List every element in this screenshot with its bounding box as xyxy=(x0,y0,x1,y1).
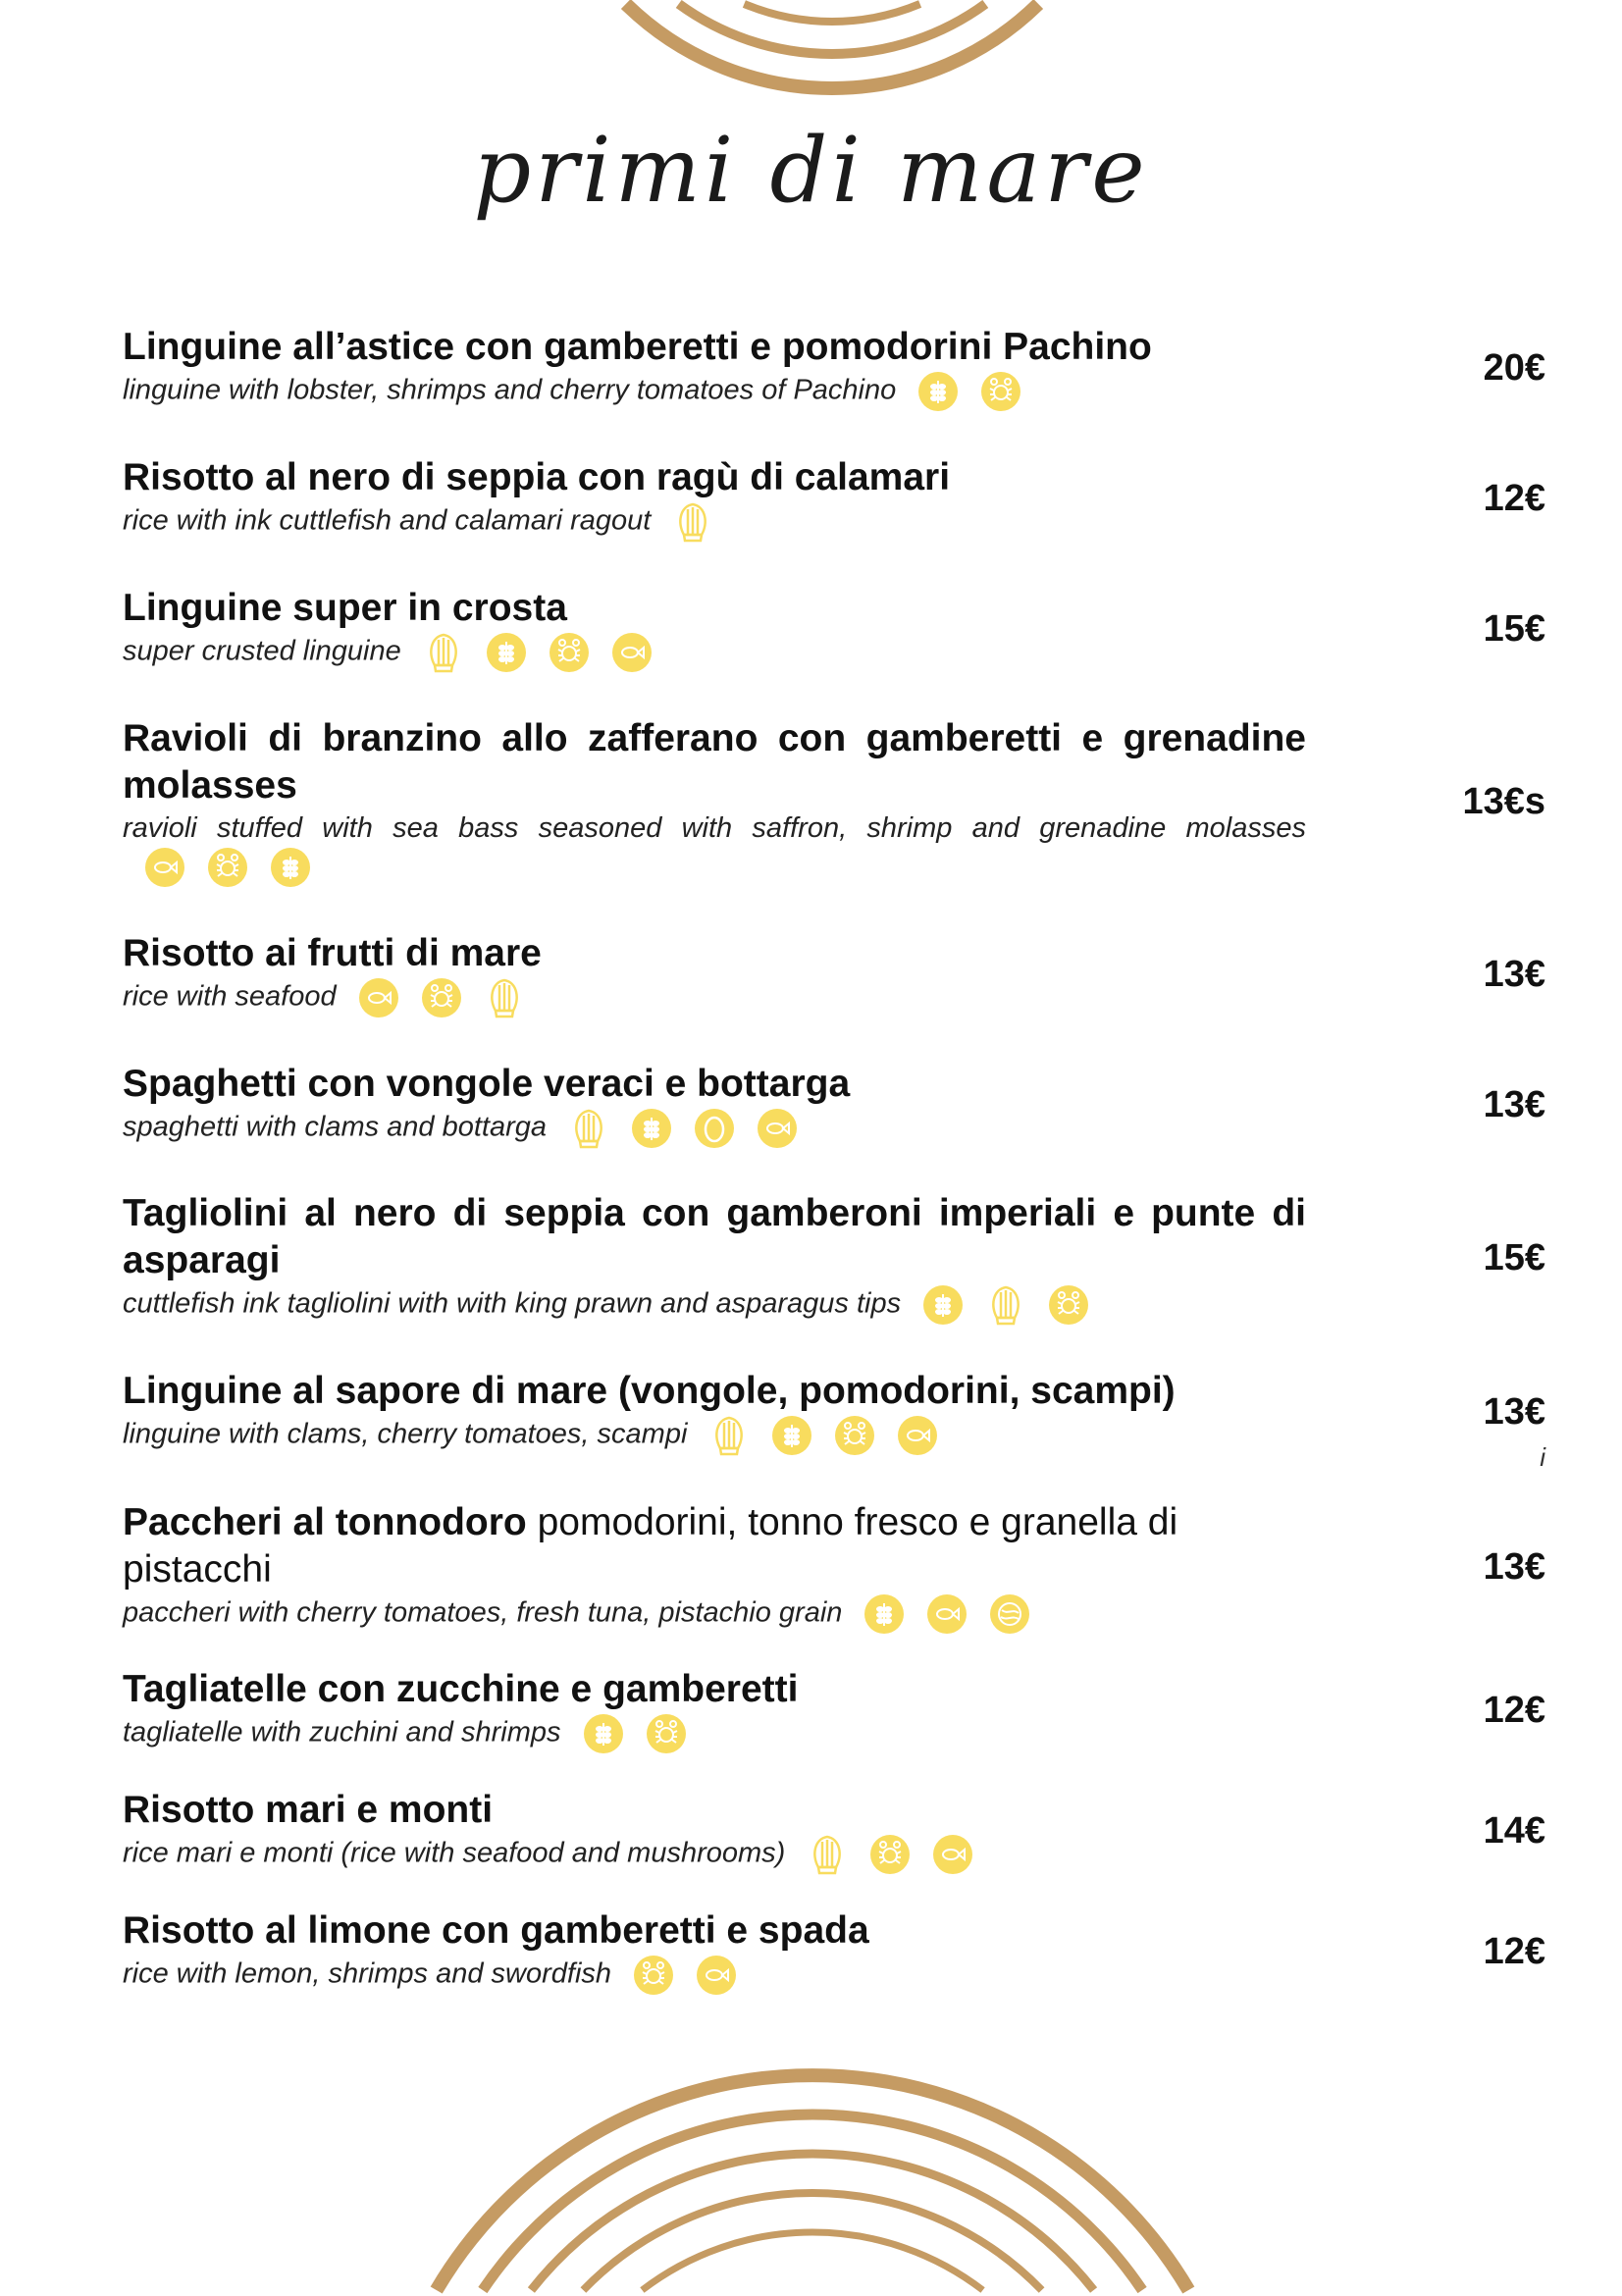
dish-price: 13€ xyxy=(1483,1083,1545,1125)
fish-icon xyxy=(926,1593,968,1635)
dish-title xyxy=(123,1368,1306,1415)
allergen-icons xyxy=(423,632,653,673)
dish-title xyxy=(123,1061,1306,1108)
dish-description-line xyxy=(123,1955,1306,1996)
menu-item xyxy=(123,715,1545,888)
dish-text xyxy=(123,1190,1306,1326)
dish-title xyxy=(123,1787,1306,1834)
allergen-icons xyxy=(144,847,311,888)
shell-icon xyxy=(807,1834,848,1875)
dish-description: super crusted linguine xyxy=(123,635,401,667)
dish-description-line xyxy=(123,1284,1306,1326)
dish-price: 15€ xyxy=(1483,607,1545,650)
menu-item xyxy=(123,1061,1545,1149)
fish-icon xyxy=(897,1415,938,1456)
dish-description-line xyxy=(123,632,1306,673)
dish-name-detail: pomodorini, tonno fresco e granella di pistacchi xyxy=(123,1501,1178,1591)
menu-item xyxy=(123,454,1545,543)
dish-text xyxy=(123,930,1306,1018)
dish-title xyxy=(123,454,1306,501)
crab-icon xyxy=(1048,1284,1089,1326)
shell-icon xyxy=(672,501,713,543)
dish-price: 12€ xyxy=(1483,1930,1545,1972)
menu-item xyxy=(123,585,1545,673)
fish-icon xyxy=(757,1108,798,1149)
dish-description-line xyxy=(123,501,1306,543)
dish-description: linguine with lobster, shrimps and cherry tomatoes of Pachino xyxy=(123,374,897,406)
crab-icon xyxy=(980,371,1021,412)
crab-icon xyxy=(834,1415,875,1456)
fish-icon xyxy=(696,1955,737,1996)
dish-title xyxy=(123,1190,1306,1284)
crab-icon xyxy=(633,1955,674,1996)
dish-description: rice with ink cuttlefish and calamari ragout xyxy=(123,504,652,537)
dish-name: Risotto ai frutti di mare xyxy=(123,932,542,974)
dish-title xyxy=(123,930,1306,977)
dish-description-line xyxy=(123,1834,1306,1875)
dish-description: linguine with clams, cherry tomatoes, scampi xyxy=(123,1418,688,1450)
dish-name: Spaghetti con vongole veraci e bottarga xyxy=(123,1063,851,1105)
shell-icon xyxy=(484,977,525,1018)
dish-price: 14€ xyxy=(1483,1809,1545,1852)
dish-description-line xyxy=(123,1108,1306,1149)
dish-text xyxy=(123,585,1306,673)
allergen-icons xyxy=(583,1713,687,1754)
menu-section-title: primi di mare xyxy=(473,118,1149,223)
dish-name: Linguine all’astice con gamberetti e pomodorini Pachino xyxy=(123,326,1152,368)
price-note: i xyxy=(1540,1442,1545,1472)
dish-name: Risotto al nero di seppia con ragù di calamari xyxy=(123,456,951,498)
allergen-icons xyxy=(917,371,1021,412)
dish-name: Linguine super in crosta xyxy=(123,587,567,629)
dish-price: 13€s xyxy=(1462,780,1545,822)
crab-icon xyxy=(421,977,462,1018)
dish-text xyxy=(123,1666,1306,1754)
dish-description: rice mari e monti (rice with seafood and mushrooms) xyxy=(123,1837,786,1869)
dish-title xyxy=(123,715,1306,809)
dish-name: Tagliolini al nero di seppia con gamberoni imperiali e punte di asparagi xyxy=(123,1192,1306,1281)
dish-text xyxy=(123,1499,1306,1635)
dish-title xyxy=(123,1907,1306,1955)
shell-icon xyxy=(708,1415,750,1456)
dish-text xyxy=(123,1907,1306,1996)
shell-icon xyxy=(985,1284,1026,1326)
wheat-icon xyxy=(917,371,959,412)
dish-name: Ravioli di branzino allo zafferano con gamberetti e grenadine molasses xyxy=(123,717,1306,807)
wheat-icon xyxy=(486,632,527,673)
dish-name: Tagliatelle con zucchine e gamberetti xyxy=(123,1668,799,1710)
menu-item xyxy=(123,1190,1545,1326)
dish-price: 12€ xyxy=(1483,477,1545,519)
dish-name: Risotto mari e monti xyxy=(123,1789,494,1831)
allergen-icons xyxy=(708,1415,938,1456)
dish-text xyxy=(123,715,1306,888)
shell-icon xyxy=(568,1108,609,1149)
dish-description: paccheri with cherry tomatoes, fresh tuna, pistachio grain xyxy=(123,1596,843,1629)
wheat-icon xyxy=(863,1593,905,1635)
dish-text xyxy=(123,1787,1306,1875)
dish-text xyxy=(123,1368,1306,1456)
dish-title xyxy=(123,1499,1306,1593)
dish-text xyxy=(123,324,1306,412)
dish-description-line xyxy=(123,1713,1306,1754)
menu-item xyxy=(123,1368,1545,1472)
dish-description-line xyxy=(123,371,1306,412)
dish-title xyxy=(123,1666,1306,1713)
wheat-icon xyxy=(631,1108,672,1149)
fish-icon xyxy=(611,632,653,673)
crab-icon xyxy=(646,1713,687,1754)
dish-price: 12€ xyxy=(1483,1689,1545,1731)
dish-price: 20€ xyxy=(1483,346,1545,389)
dish-name: Linguine al sapore di mare (vongole, pomodorini, scampi) xyxy=(123,1370,1176,1412)
wheat-icon xyxy=(270,847,311,888)
allergen-icons xyxy=(672,501,713,543)
dish-name: Paccheri al tonnodoro xyxy=(123,1501,527,1543)
nut-icon xyxy=(989,1593,1030,1635)
wheat-icon xyxy=(771,1415,812,1456)
bottom-arc xyxy=(642,2232,982,2290)
shell-icon xyxy=(423,632,464,673)
dish-price: 13€ xyxy=(1483,953,1545,995)
top-arc xyxy=(744,4,919,22)
allergen-icons xyxy=(807,1834,973,1875)
allergen-icons xyxy=(358,977,525,1018)
dish-price: 13€ xyxy=(1483,1390,1545,1433)
fish-icon xyxy=(932,1834,973,1875)
allergen-icons xyxy=(568,1108,798,1149)
fish-icon xyxy=(144,847,185,888)
dish-description: tagliatelle with zuchini and shrimps xyxy=(123,1716,561,1748)
top-arc xyxy=(626,4,1038,88)
bottom-arc xyxy=(437,2075,1189,2290)
wheat-icon xyxy=(583,1713,624,1754)
egg-icon xyxy=(694,1108,735,1149)
dish-text xyxy=(123,1061,1306,1149)
dish-price: 13€ xyxy=(1483,1545,1545,1588)
bottom-arc xyxy=(583,2193,1041,2290)
fish-icon xyxy=(358,977,399,1018)
dish-title xyxy=(123,324,1306,371)
menu-item xyxy=(123,1666,1545,1754)
dish-text xyxy=(123,454,1306,543)
allergen-icons xyxy=(863,1593,1030,1635)
bottom-arc xyxy=(483,2114,1142,2290)
allergen-icons xyxy=(633,1955,737,1996)
dish-price: 15€ xyxy=(1483,1236,1545,1278)
dish-description: rice with lemon, shrimps and swordfish xyxy=(123,1957,612,1990)
dish-description: spaghetti with clams and bottarga xyxy=(123,1111,548,1143)
dish-description-line xyxy=(123,809,1306,888)
dish-description: cuttlefish ink tagliolini with with king prawn and asparagus tips xyxy=(123,1287,902,1320)
wheat-icon xyxy=(922,1284,964,1326)
dish-description: ravioli stuffed with sea bass seasoned with saffron, shrimp and grenadine molasses xyxy=(123,812,1306,844)
menu-item xyxy=(123,1499,1545,1635)
crab-icon xyxy=(549,632,590,673)
top-arc xyxy=(679,4,986,54)
dish-description-line xyxy=(123,1415,1306,1456)
menu-item xyxy=(123,930,1545,1018)
dish-description-line xyxy=(123,977,1306,1018)
allergen-icons xyxy=(922,1284,1089,1326)
dish-description: rice with seafood xyxy=(123,980,337,1013)
bottom-arc xyxy=(531,2154,1093,2290)
dish-name: Risotto al limone con gamberetti e spada xyxy=(123,1909,869,1952)
dish-description-line xyxy=(123,1593,1306,1635)
menu-item xyxy=(123,1907,1545,1996)
dish-title xyxy=(123,585,1306,632)
crab-icon xyxy=(207,847,248,888)
crab-icon xyxy=(869,1834,911,1875)
menu-item xyxy=(123,1787,1545,1875)
menu-item xyxy=(123,324,1545,412)
